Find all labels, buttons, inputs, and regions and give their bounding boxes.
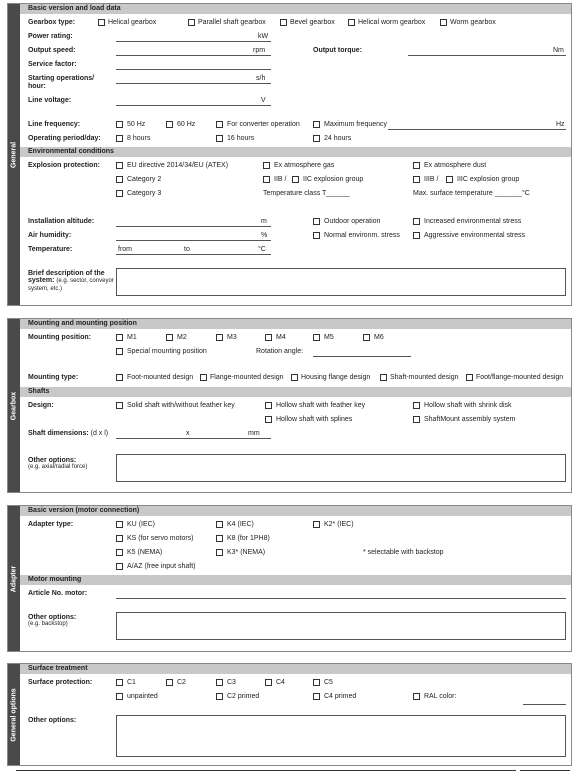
line-frequency-label: Line frequency:	[28, 121, 81, 128]
gearbox-other-hint: (e.g. axial/radial force)	[28, 464, 88, 470]
op-24-label: 24 hours	[324, 135, 352, 142]
m1-checkbox[interactable]	[116, 334, 123, 341]
c4-primed-checkbox[interactable]	[313, 693, 320, 700]
freq-50-label: 50 Hz	[127, 121, 146, 128]
m1-label: M1	[127, 334, 137, 341]
k5-checkbox[interactable]	[116, 549, 123, 556]
cat2-checkbox[interactable]	[116, 176, 123, 183]
rotation-angle-label: Rotation angle:	[256, 348, 304, 355]
adapter-side-tab: Adapter	[8, 506, 20, 651]
hollow-splines-checkbox[interactable]	[265, 416, 272, 423]
article-label: Article No. motor:	[28, 590, 88, 597]
c1-label: C1	[127, 679, 136, 686]
iiic-label: IIIC explosion group	[457, 176, 520, 183]
hollow-splines-label: Hollow shaft with splines	[276, 416, 353, 423]
output-speed-field[interactable]	[116, 55, 271, 56]
m2-checkbox[interactable]	[166, 334, 173, 341]
iiib-checkbox[interactable]	[413, 176, 420, 183]
gearbox-other-box[interactable]	[116, 454, 566, 482]
unpainted-checkbox[interactable]	[116, 693, 123, 700]
c5-label: C5	[324, 679, 333, 686]
shaftmount-label: ShaftMount assembly system	[424, 416, 516, 423]
brief-description-box[interactable]	[116, 268, 566, 296]
temp-class-label: Temperature class T______	[263, 190, 350, 197]
freq-converter-label: For converter operation	[227, 121, 300, 128]
operating-period-label: Operating period/day:	[28, 135, 101, 142]
bottom-rule-right	[520, 770, 570, 771]
service-factor-field[interactable]	[116, 69, 271, 70]
surface-header: Surface treatment	[20, 664, 571, 674]
environment-header: Environmental conditions	[20, 147, 571, 157]
shaft-dimensions-field[interactable]	[116, 438, 271, 439]
c4-primed-label: C4 primed	[324, 693, 357, 700]
k3-checkbox[interactable]	[216, 549, 223, 556]
general-side-tab: General	[8, 4, 20, 305]
housing-flange-checkbox[interactable]	[291, 374, 298, 381]
bottom-rule	[16, 770, 516, 771]
foot-mounted-label: Foot-mounted design	[127, 374, 194, 381]
ral-checkbox[interactable]	[413, 693, 420, 700]
bevel-label: Bevel gearbox	[290, 19, 335, 26]
shaft-x-label: x	[186, 430, 190, 437]
op-16-checkbox[interactable]	[216, 135, 223, 142]
line-voltage-field[interactable]	[116, 105, 271, 106]
flange-mounted-checkbox[interactable]	[200, 374, 207, 381]
adapter-header: Basic version (motor connection)	[20, 506, 571, 516]
humidity-field[interactable]	[116, 240, 271, 241]
ral-label: RAL color:	[424, 693, 457, 700]
options-other-label: Other options:	[28, 717, 77, 724]
c2-checkbox[interactable]	[166, 679, 173, 686]
foot-flange-checkbox[interactable]	[466, 374, 473, 381]
ex-dust-label: Ex atmosphere dust	[424, 162, 487, 169]
m3-checkbox[interactable]	[216, 334, 223, 341]
temperature-field[interactable]	[116, 254, 271, 255]
humidity-label: Air humidity:	[28, 232, 72, 239]
ral-field[interactable]	[523, 704, 566, 705]
c3-checkbox[interactable]	[216, 679, 223, 686]
op-16-label: 16 hours	[227, 135, 255, 142]
temp-to-label: to	[184, 246, 190, 253]
op-24-checkbox[interactable]	[313, 135, 320, 142]
temperature-label: Temperature:	[28, 246, 73, 253]
normal-stress-label: Normal environm. stress	[324, 232, 400, 239]
service-factor-label: Service factor:	[28, 61, 77, 68]
freq-60-checkbox[interactable]	[166, 121, 173, 128]
ku-label: KU (IEC)	[127, 521, 155, 528]
special-mounting-label: Special mounting position	[127, 348, 207, 355]
ks-checkbox[interactable]	[116, 535, 123, 542]
speed-unit: rpm	[253, 47, 266, 54]
k2-checkbox[interactable]	[313, 521, 320, 528]
power-rating-field[interactable]	[116, 41, 271, 42]
freq-max-label: Maximum frequency	[324, 121, 388, 128]
flange-mounted-label: Flange-mounted design	[210, 374, 284, 381]
freq-max-field[interactable]	[388, 129, 566, 130]
brief-description-label: Brief description of the system: (e.g. sector, conveyor system, etc.)	[28, 270, 114, 292]
aggressive-stress-checkbox[interactable]	[413, 232, 420, 239]
k4-label: K4 (IEC)	[227, 521, 254, 528]
c2-primed-label: C2 primed	[227, 693, 260, 700]
options-other-box[interactable]	[116, 715, 566, 757]
gearbox-section	[7, 318, 572, 493]
power-rating-label: Power rating:	[28, 33, 73, 40]
shaft-mounted-label: Shaft-mounted design	[390, 374, 459, 381]
motor-mounting-header: Motor mounting	[20, 575, 571, 585]
gearbox-type-label: Gearbox type:	[28, 19, 76, 26]
adapter-type-label: Adapter type:	[28, 521, 74, 528]
ku-checkbox[interactable]	[116, 521, 123, 528]
normal-stress-checkbox[interactable]	[313, 232, 320, 239]
m3-label: M3	[227, 334, 237, 341]
k3-label: K3* (NEMA)	[227, 549, 266, 556]
aggressive-stress-label: Aggressive environmental stress	[424, 232, 526, 239]
m2-label: M2	[177, 334, 187, 341]
c2-label: C2	[177, 679, 186, 686]
ex-gas-label: Ex atmosphere gas	[274, 162, 335, 169]
output-speed-label: Output speed:	[28, 47, 76, 54]
k2-label: K2* (IEC)	[324, 521, 354, 528]
aaz-checkbox[interactable]	[116, 563, 123, 570]
parallel-checkbox[interactable]	[188, 19, 195, 26]
mounting-header: Mounting and mounting position	[20, 319, 571, 329]
ex-gas-checkbox[interactable]	[263, 162, 270, 169]
hollow-disk-checkbox[interactable]	[413, 402, 420, 409]
gearbox-side-tab: Gearbox	[8, 319, 20, 492]
adapter-other-label: Other options:	[28, 614, 77, 621]
adapter-section	[7, 505, 572, 652]
m4-checkbox[interactable]	[265, 334, 272, 341]
starting-unit: s/h	[256, 75, 266, 82]
m5-label: M5	[324, 334, 334, 341]
helical-worm-label: Helical worm gearbox	[358, 19, 426, 26]
k5-label: K5 (NEMA)	[127, 549, 163, 556]
worm-label: Worm gearbox	[450, 19, 496, 26]
options-section	[7, 663, 572, 766]
altitude-unit: m	[261, 218, 267, 225]
c4-checkbox[interactable]	[265, 679, 272, 686]
iic-label: IIC explosion group	[303, 176, 364, 183]
m4-label: M4	[276, 334, 286, 341]
temp-unit: °C	[258, 246, 266, 253]
k4-checkbox[interactable]	[216, 521, 223, 528]
altitude-label: Installation altitude:	[28, 218, 95, 225]
hollow-key-checkbox[interactable]	[265, 402, 272, 409]
rotation-angle-field[interactable]	[313, 356, 411, 357]
cat3-label: Category 3	[127, 190, 162, 197]
temp-from-label: from	[118, 246, 132, 253]
freq-max-checkbox[interactable]	[313, 121, 320, 128]
outdoor-checkbox[interactable]	[313, 218, 320, 225]
freq-unit: Hz	[556, 121, 565, 128]
shaft-dimensions-label: Shaft dimensions: (d x l)	[28, 430, 109, 437]
starting-ops-field[interactable]	[116, 83, 271, 84]
k8-label: K8 (for 1PH8)	[227, 535, 270, 542]
adapter-other-box[interactable]	[116, 612, 566, 640]
general-header: Basic version and load data	[20, 4, 571, 14]
k8-checkbox[interactable]	[216, 535, 223, 542]
helical-worm-checkbox[interactable]	[348, 19, 355, 26]
freq-converter-checkbox[interactable]	[216, 121, 223, 128]
shaftmount-checkbox[interactable]	[413, 416, 420, 423]
gearbox-other-label: Other options:	[28, 457, 77, 464]
c5-checkbox[interactable]	[313, 679, 320, 686]
housing-flange-label: Housing flange design	[301, 374, 371, 381]
hollow-disk-label: Hollow shaft with shrink disk	[424, 402, 512, 409]
mounting-position-label: Mounting position:	[28, 334, 91, 341]
output-torque-field[interactable]	[408, 55, 566, 56]
solid-shaft-label: Solid shaft with/without feather key	[127, 402, 235, 409]
backstop-note: * selectable with backstop	[363, 549, 444, 556]
m5-checkbox[interactable]	[313, 334, 320, 341]
special-mounting-checkbox[interactable]	[116, 348, 123, 355]
torque-unit: Nm	[553, 47, 564, 54]
shaft-mm-label: mm	[248, 430, 260, 437]
increased-stress-checkbox[interactable]	[413, 218, 420, 225]
voltage-unit: V	[261, 97, 266, 104]
iiib-label: IIIB /	[424, 176, 439, 183]
foot-flange-label: Foot/flange-mounted design	[476, 374, 564, 381]
ks-label: KS (for servo motors)	[127, 535, 194, 542]
outdoor-label: Outdoor operation	[324, 218, 381, 225]
op-8-checkbox[interactable]	[116, 135, 123, 142]
c3-label: C3	[227, 679, 236, 686]
design-label: Design:	[28, 402, 54, 409]
unpainted-label: unpainted	[127, 693, 158, 700]
helical-label: Helical gearbox	[108, 19, 157, 26]
helical-checkbox[interactable]	[98, 19, 105, 26]
starting-ops-label: Starting operations/ hour:	[28, 75, 95, 90]
m6-label: M6	[374, 334, 384, 341]
op-8-label: 8 hours	[127, 135, 151, 142]
c2-primed-checkbox[interactable]	[216, 693, 223, 700]
general-section	[7, 3, 572, 306]
iiic-checkbox[interactable]	[446, 176, 453, 183]
article-field[interactable]	[116, 598, 566, 599]
foot-mounted-checkbox[interactable]	[116, 374, 123, 381]
aaz-label: A/AZ (free input shaft)	[127, 563, 196, 570]
shafts-header: Shafts	[20, 387, 571, 397]
humidity-unit: %	[261, 232, 268, 239]
cat2-label: Category 2	[127, 176, 162, 183]
cat3-checkbox[interactable]	[116, 190, 123, 197]
solid-shaft-checkbox[interactable]	[116, 402, 123, 409]
iic-checkbox[interactable]	[292, 176, 299, 183]
altitude-field[interactable]	[116, 226, 271, 227]
iib-checkbox[interactable]	[263, 176, 270, 183]
hollow-key-label: Hollow shaft with feather key	[276, 402, 366, 409]
c4-label: C4	[276, 679, 285, 686]
bevel-checkbox[interactable]	[280, 19, 287, 26]
output-torque-label: Output torque:	[313, 47, 362, 54]
m6-checkbox[interactable]	[363, 334, 370, 341]
ex-eu-checkbox[interactable]	[116, 162, 123, 169]
freq-50-checkbox[interactable]	[116, 121, 123, 128]
parallel-label: Parallel shaft gearbox	[198, 19, 266, 26]
freq-60-label: 60 Hz	[177, 121, 196, 128]
explosion-label: Explosion protection:	[28, 162, 100, 169]
adapter-other-hint: (e.g. backstop)	[28, 621, 68, 627]
ex-dust-checkbox[interactable]	[413, 162, 420, 169]
iib-label: IIB /	[274, 176, 287, 183]
power-unit: kW	[258, 33, 269, 40]
worm-checkbox[interactable]	[440, 19, 447, 26]
surface-protection-label: Surface protection:	[28, 679, 93, 686]
increased-stress-label: Increased environmental stress	[424, 218, 522, 225]
line-voltage-label: Line voltage:	[28, 97, 72, 104]
shaft-mounted-checkbox[interactable]	[380, 374, 387, 381]
max-surface-label: Max. surface temperature _______°C	[413, 190, 530, 197]
mounting-type-label: Mounting type:	[28, 374, 79, 381]
c1-checkbox[interactable]	[116, 679, 123, 686]
options-side-tab: General options	[8, 664, 20, 765]
ex-eu-label: EU directive 2014/34/EU (ATEX)	[127, 162, 229, 169]
